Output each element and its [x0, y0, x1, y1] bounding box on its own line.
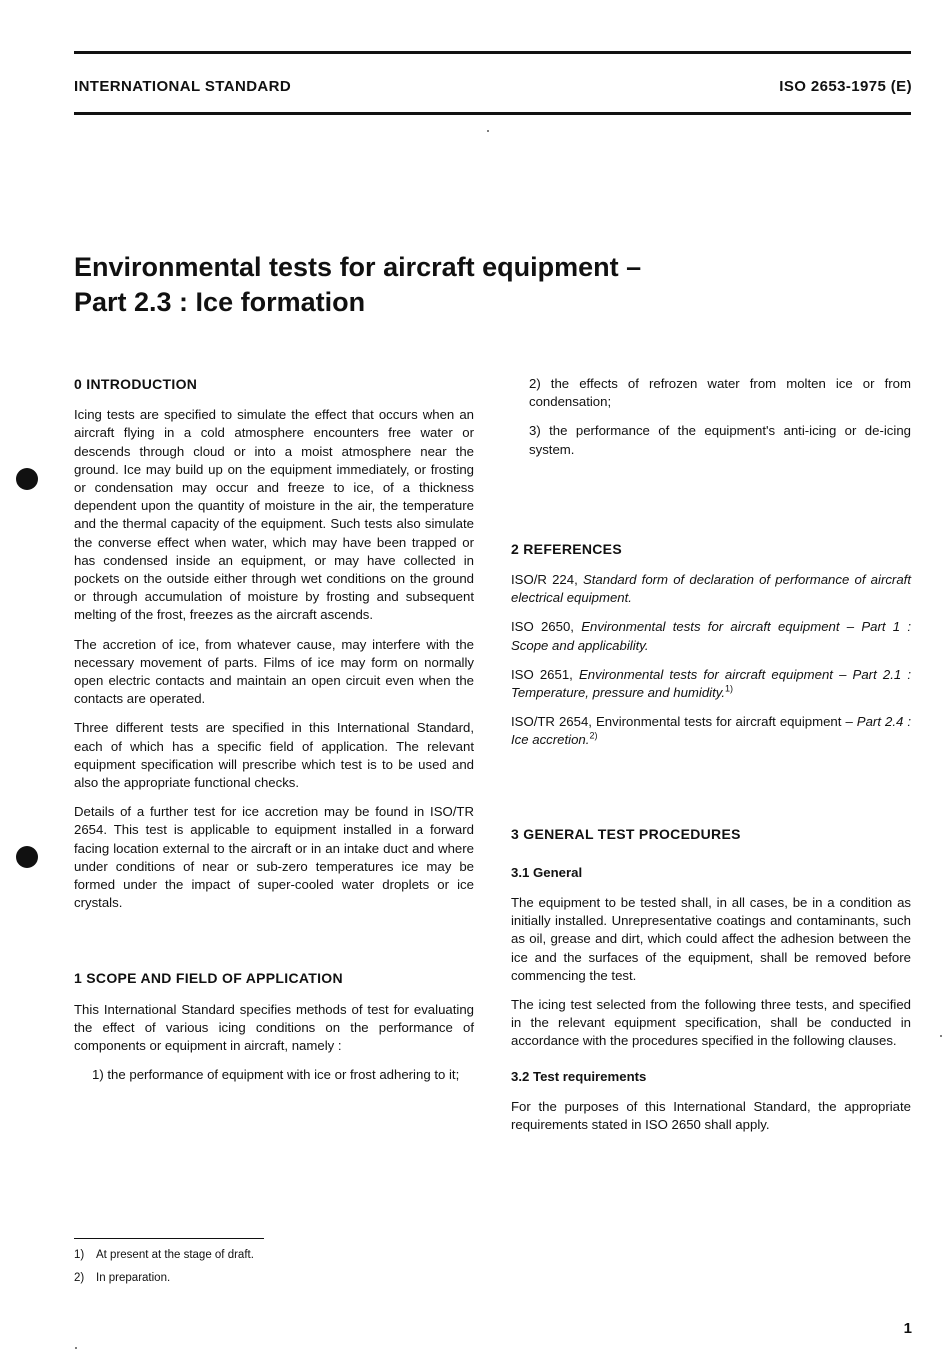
scope-list-item-3: 3) the performance of the equipment's anti-icing or de-icing system. [529, 423, 911, 457]
section-0-heading: 0 INTRODUCTION [74, 376, 198, 392]
title-line-1: Environmental tests for aircraft equipment – [74, 252, 642, 282]
reference-3-code: ISO 2651, [511, 666, 573, 682]
intro-paragraph-3: Three different tests are specified in this International Standard, each of which has a specific field of application. The relevant equipment specification will prescribe which test is to be used and also the appropriate functional checks. [74, 720, 474, 791]
reference-1 [511, 571, 911, 607]
scan-speck [940, 1035, 942, 1037]
test-requirements-paragraph: For the purposes of this International Standard, the appropriate requirements stated in ISO 2650 shall apply. [511, 1098, 911, 1133]
section-3-heading: 3 GENERAL TEST PROCEDURES [511, 825, 741, 842]
document-title [74, 250, 641, 320]
general-paragraph-1: The equipment to be tested shall, in all cases, be in a condition as initially installed. Unrepresentative coatings and contaminants, such as oil, grease and dirt, which could affect the adhesion between the ice and the surfaces of the equipment, shall be removed before commencing the test. [511, 895, 911, 983]
intro-paragraph-2: The accretion of ice, from whatever cause, may interfere with the necessary movement of parts. Films of ice may form on normally open electric contacts and maintain an open circuit even when the contacts are operated. [74, 636, 474, 707]
page-number: 1 [903, 1320, 912, 1337]
subsection-3-1-heading: 3.1 General [511, 864, 583, 880]
footnote-ref-1: 1) [725, 683, 734, 694]
header-top-rule [74, 51, 911, 54]
scan-speck [75, 1347, 77, 1349]
reference-2-code: ISO 2650, [511, 619, 574, 635]
reference-3-title: Environmental tests for aircraft equipment – Part 2.1 : Temperature, pressure and humidity. [511, 666, 911, 701]
scope-list-item-2: 2) the effects of refrozen water from molten ice or from condensation; [529, 376, 911, 410]
reference-2-title: Environmental tests for aircraft equipment – Part 1 : Scope and applicability. [511, 619, 911, 653]
footnote-rule [74, 1238, 264, 1239]
margin-bullet [16, 846, 38, 868]
intro-paragraph-4: Details of a further test for ice accretion may be found in ISO/TR 2654. This test is applicable to equipment installed in a forward facing location external to the aircraft or in an intake duct and where under conditions of near or sub-zero temperatures ice may be formed under the impact of super-cooled water droplets or ice crystals. [74, 804, 474, 911]
margin-bullet [16, 468, 38, 490]
footnote-2-mark: 2) [74, 1272, 85, 1284]
right-column [511, 375, 911, 1145]
scope-paragraph: This International Standard specifies methods of test for evaluating the effect of various icing conditions on the performance of components or equipment in aircraft, namely : [74, 1001, 474, 1054]
reference-2 [511, 618, 911, 654]
footnote-1 [74, 1249, 254, 1261]
footnote-1-mark: 1) [74, 1249, 85, 1261]
header-document-id: ISO 2653-1975 (E) [779, 78, 912, 95]
reference-4-code: ISO/TR 2654, Environmental tests for aircraft equipment – [511, 714, 853, 730]
section-2-heading: 2 REFERENCES [511, 540, 622, 557]
general-paragraph-2: The icing test selected from the following three tests, and specified in the relevant equipment specification, shall be conducted in accordance with the procedures specified in the following clauses. [511, 997, 911, 1049]
title-line-2: Part 2.3 : Ice formation [74, 287, 366, 317]
footnote-ref-2: 2) [589, 731, 598, 742]
footnote-1-text: At present at the stage of draft. [96, 1249, 254, 1261]
reference-1-code: ISO/R 224, [511, 572, 578, 588]
footnote-2 [74, 1272, 170, 1284]
scan-speck [487, 130, 489, 132]
header-standard-label: INTERNATIONAL STANDARD [74, 78, 292, 95]
reference-3 [511, 666, 911, 702]
intro-paragraph-1: Icing tests are specified to simulate the effect that occurs when an aircraft flying in a cold atmosphere encounters free water or descends through cloud or into a moist atmosphere near the ground. Ice may build up on the equipment immediately, or frosting or condensation may occur and freeze to ice, of a thickness dependent upon the quantity of moisture in the air, the temperature and the thermal capacity of the equipment. Such tests also simulate the converse effect when water, which may have been trapped or has condensed inside an equipment, or may have collected in pockets on the outside either through wet conditions on the ground or through accumulation of moisture by frosting and subsequent melting of the frost, freezes as the aircraft ascends. [74, 407, 474, 623]
reference-1-title: Standard form of declaration of performance of aircraft electrical equipment. [511, 572, 911, 606]
subsection-3-2-heading: 3.2 Test requirements [511, 1068, 647, 1084]
footnote-2-text: In preparation. [96, 1272, 171, 1284]
left-column [74, 375, 474, 1096]
header-bottom-rule [74, 112, 911, 115]
reference-4-title: Part 2.4 : Ice accretion. [511, 714, 911, 748]
scope-list-item-1: 1) the performance of equipment with ice or frost adhering to it; [92, 1067, 460, 1083]
section-1-heading: 1 SCOPE AND FIELD OF APPLICATION [74, 970, 343, 987]
reference-4 [511, 713, 911, 749]
